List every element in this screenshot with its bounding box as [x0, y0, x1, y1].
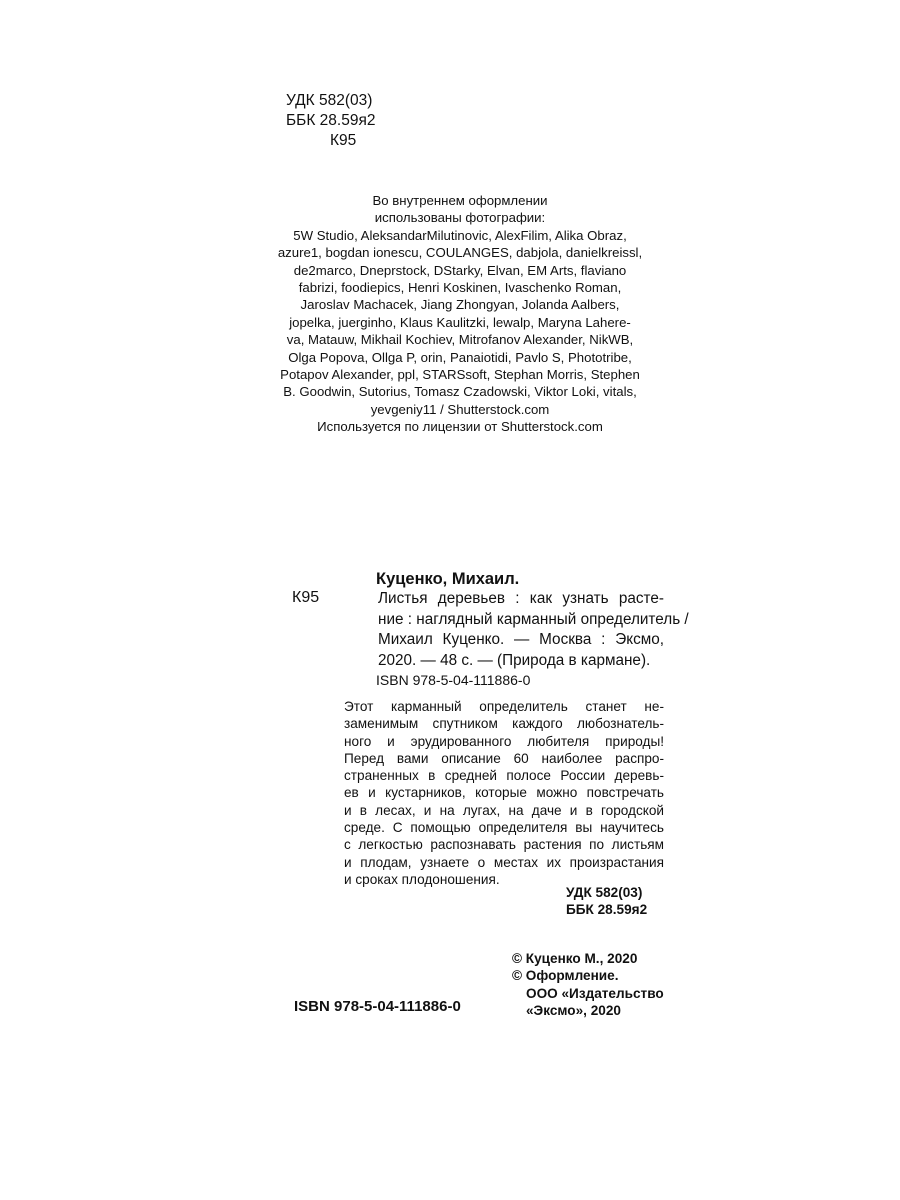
- copyright-publisher-year: «Эксмо», 2020: [526, 1002, 621, 1018]
- bottom-codes: [566, 884, 647, 919]
- copyright-author: © Куценко М., 2020: [512, 951, 638, 966]
- description-line: 2020. — 48 с. — (Природа в кармане).: [378, 651, 651, 669]
- description-line: Листья деревьев : как узнать расте-: [378, 590, 664, 607]
- description-line: ние : наглядный карманный определитель /: [378, 610, 689, 628]
- catalog-isbn: ISBN 978-5-04-111886-0: [376, 672, 531, 688]
- annotation-line: Перед вами описание 60 наиболее распро-: [344, 750, 664, 766]
- description-line: Михаил Куценко. — Москва : Эксмо,: [378, 631, 664, 648]
- credit-line: B. Goodwin, Sutorius, Tomasz Czadowski, Viktor Loki, vitals,: [283, 384, 637, 400]
- header-codes: [286, 91, 375, 151]
- annotation-line: заменимым спутником каждого любознатель-: [344, 716, 664, 732]
- udk-code-bottom: УДК 582(03): [566, 885, 643, 900]
- credit-line: использованы фотографии:: [374, 210, 546, 226]
- credit-line: 5W Studio, AleksandarMilutinovic, AlexFilim, Alika Obraz,: [293, 227, 627, 243]
- bbk-code-bottom: ББК 28.59я2: [566, 902, 648, 918]
- annotation-line: среде. С помощью определителя вы научитесь: [344, 820, 664, 836]
- credit-line: azure1, bogdan ionescu, COULANGES, dabjola, danielkreissl,: [277, 245, 643, 261]
- credit-line: jopelka, juerginho, Klaus Kaulitzki, lewalp, Maryna Lahere-: [289, 314, 631, 330]
- copyright-design: © Оформление.: [512, 968, 619, 984]
- credit-line: Potapov Alexander, ppl, STARSsoft, Stephan Morris, Stephen: [280, 367, 640, 383]
- credit-line: Olga Popova, Ollga P, orin, Panaiotidi, Pavlo S, Phototribe,: [288, 349, 632, 365]
- annotation-line: Этот карманный определитель станет не-: [344, 699, 664, 714]
- udk-code: УДК 582(03): [286, 92, 373, 109]
- copyright-block: [512, 950, 664, 1019]
- author-mark: К95: [330, 132, 357, 149]
- license-line: Используется по лицензии от Shutterstock.com: [317, 419, 603, 435]
- annotation-line: и сроках плодоношения.: [344, 871, 500, 887]
- credit-line: Во внутреннем оформлении: [372, 193, 548, 208]
- credit-line: va, Matauw, Mikhail Kochiev, Mitrofanov Alexander, NikWB,: [286, 332, 634, 348]
- isbn-bottom: ISBN 978-5-04-111886-0: [294, 998, 461, 1015]
- bibliographic-description: [378, 589, 689, 671]
- annotation-line: ного и эрудированного любителя природы!: [344, 733, 664, 749]
- bbk-code: ББК 28.59я2: [286, 112, 376, 129]
- annotation-line: ев и кустарников, которые можно повстречать: [344, 785, 664, 801]
- copyright-publisher: ООО «Издательство: [526, 985, 664, 1001]
- annotation-line: страненных в средней полосе России деревь-: [344, 768, 664, 784]
- credit-line: yevgeniy11 / Shutterstock.com: [370, 401, 550, 417]
- catalog-author: Куценко, Михаил.: [376, 570, 520, 588]
- annotation-line: и плодам, узнаете о местах их произрастания: [344, 854, 664, 870]
- catalog-mark: К95: [292, 589, 320, 606]
- annotation-line: и в лесах, и на лугах, на даче и в городской: [344, 802, 664, 818]
- photo-credits: [270, 192, 650, 436]
- annotation-line: с легкостью распознавать растения по листьям: [344, 837, 664, 853]
- annotation: [344, 698, 664, 888]
- credit-line: de2marco, Dneprstock, DStarky, Elvan, EM Arts, flaviano: [293, 262, 627, 278]
- credit-line: Jaroslav Machacek, Jiang Zhongyan, Jolanda Aalbers,: [300, 297, 620, 313]
- credit-line: fabrizi, foodiepics, Henri Koskinen, Ivaschenko Roman,: [298, 280, 622, 296]
